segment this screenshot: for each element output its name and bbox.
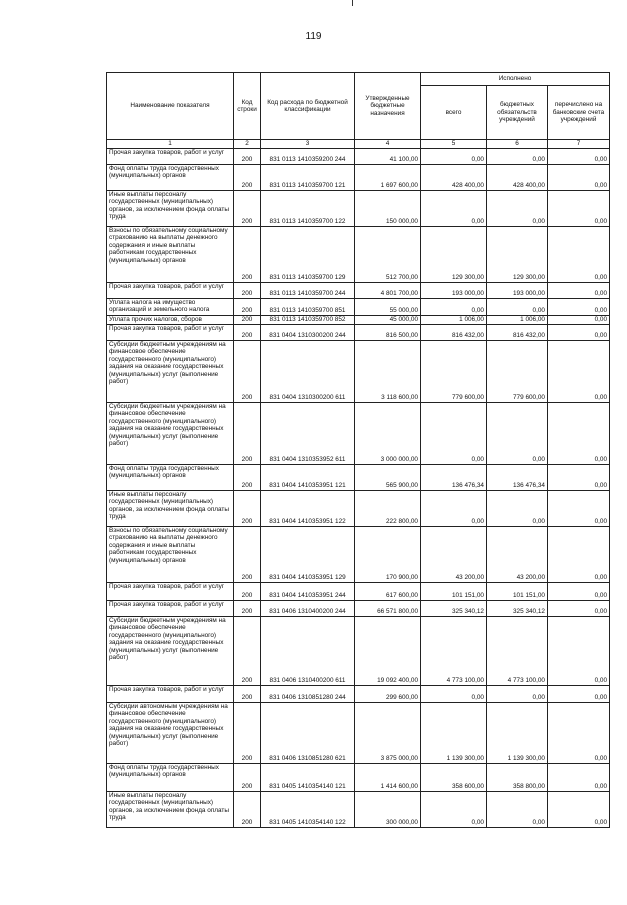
table-row: [107, 685, 610, 702]
bank-transfers-cell: 0,00: [548, 282, 610, 298]
bank-transfers-cell: 0,00: [548, 148, 610, 164]
executed-total-cell: 358 600,00: [421, 763, 487, 791]
budget-obligations-cell: 43 200,00: [487, 526, 548, 582]
indicator-name-cell: Субсидии бюджетным учреждениям на финансовое обеспечение государственного (муниципального) задания на оказание государственных (муниципальных) услуг (выполнение работ): [107, 340, 234, 402]
executed-total-cell: 0,00: [421, 402, 487, 464]
approved-amount-cell: 222 800,00: [355, 490, 421, 526]
line-code-cell: 200: [234, 600, 261, 616]
approved-amount-cell: 66 571 800,00: [355, 600, 421, 616]
bank-transfers-cell: 0,00: [548, 340, 610, 402]
expense-code-cell: 831 0113 1410359700 121: [261, 164, 355, 190]
budget-obligations-cell: 0,00: [487, 190, 548, 226]
indicator-name-cell: Прочая закупка товаров, работ и услуг: [107, 600, 234, 616]
indicator-name-cell: Прочая закупка товаров, работ и услуг: [107, 282, 234, 298]
page-edge-mark: [352, 0, 353, 6]
budget-obligations-cell: 358 800,00: [487, 763, 548, 791]
bank-transfers-cell: 0,00: [548, 616, 610, 685]
bank-transfers-cell: 0,00: [548, 702, 610, 763]
expense-code-cell: 831 0406 1310851280 621: [261, 702, 355, 763]
line-code-cell: 200: [234, 226, 261, 282]
indicator-name-cell: Прочая закупка товаров, работ и услуг: [107, 582, 234, 600]
budget-obligations-cell: 779 600,00: [487, 340, 548, 402]
bank-transfers-cell: 0,00: [548, 600, 610, 616]
executed-total-cell: 1 139 300,00: [421, 702, 487, 763]
expense-code-cell: 831 0113 1410359700 851: [261, 298, 355, 315]
expense-code-cell: 831 0404 1410353951 244: [261, 582, 355, 600]
table-row: [107, 324, 610, 340]
column-number: 2: [234, 140, 261, 149]
bank-transfers-cell: 0,00: [548, 526, 610, 582]
expense-code-cell: 831 0113 1410359700 244: [261, 282, 355, 298]
indicator-name-cell: Иные выплаты персоналу государственных (муниципальных) органов, за исключением фонда оплаты труда: [107, 791, 234, 827]
budget-obligations-cell: 0,00: [487, 685, 548, 702]
line-code-cell: 200: [234, 190, 261, 226]
bank-transfers-cell: 0,00: [548, 190, 610, 226]
executed-total-cell: 779 600,00: [421, 340, 487, 402]
column-number: 7: [548, 140, 610, 149]
executed-total-cell: 136 476,34: [421, 464, 487, 490]
table-row: [107, 164, 610, 190]
bank-transfers-cell: 0,00: [548, 164, 610, 190]
indicator-name-cell: Иные выплаты персоналу государственных (муниципальных) органов, за исключением фонда оплаты труда: [107, 490, 234, 526]
approved-amount-cell: 4 801 700,00: [355, 282, 421, 298]
indicator-name-cell: Субсидии автономным учреждениям на финансовое обеспечение государственного (муниципального) задания на оказание государственных (муниципальных) услуг (выполнение работ): [107, 702, 234, 763]
budget-obligations-cell: 0,00: [487, 148, 548, 164]
expense-code-cell: 831 0404 1410353951 122: [261, 490, 355, 526]
header-bank-transfers: перечислено на банковские счета учреждений: [548, 86, 610, 140]
budget-obligations-cell: 4 773 100,00: [487, 616, 548, 685]
bank-transfers-cell: 0,00: [548, 685, 610, 702]
bank-transfers-cell: 0,00: [548, 298, 610, 315]
column-number: 1: [107, 140, 234, 149]
budget-obligations-cell: 1 006,00: [487, 315, 548, 324]
approved-amount-cell: 299 600,00: [355, 685, 421, 702]
line-code-cell: 200: [234, 298, 261, 315]
line-code-cell: 200: [234, 340, 261, 402]
table-row: [107, 582, 610, 600]
line-code-cell: 200: [234, 402, 261, 464]
budget-obligations-cell: 0,00: [487, 298, 548, 315]
line-code-cell: 200: [234, 464, 261, 490]
executed-total-cell: 4 773 100,00: [421, 616, 487, 685]
table-row: [107, 315, 610, 324]
expense-code-cell: 831 0404 1410353951 121: [261, 464, 355, 490]
budget-obligations-cell: 101 151,00: [487, 582, 548, 600]
bank-transfers-cell: 0,00: [548, 464, 610, 490]
executed-total-cell: 325 340,12: [421, 600, 487, 616]
approved-amount-cell: 41 100,00: [355, 148, 421, 164]
header-budget-obligations: бюджетных обязательств учреждений: [487, 86, 548, 140]
executed-total-cell: 0,00: [421, 791, 487, 827]
bank-transfers-cell: 0,00: [548, 324, 610, 340]
table-row: [107, 282, 610, 298]
line-code-cell: 200: [234, 526, 261, 582]
approved-amount-cell: 3 875 000,00: [355, 702, 421, 763]
table-row: [107, 791, 610, 827]
executed-total-cell: 428 400,00: [421, 164, 487, 190]
executed-total-cell: 43 200,00: [421, 526, 487, 582]
column-number: 3: [261, 140, 355, 149]
table-row: [107, 526, 610, 582]
approved-amount-cell: 816 500,00: [355, 324, 421, 340]
line-code-cell: 200: [234, 164, 261, 190]
indicator-name-cell: Прочая закупка товаров, работ и услуг: [107, 148, 234, 164]
header-line-code: Код строки: [234, 73, 261, 140]
budget-obligations-cell: 325 340,12: [487, 600, 548, 616]
expense-code-cell: 831 0405 1410354140 122: [261, 791, 355, 827]
executed-total-cell: 0,00: [421, 490, 487, 526]
column-number: 5: [421, 140, 487, 149]
expense-code-cell: 831 0113 1410359700 122: [261, 190, 355, 226]
indicator-name-cell: Взносы по обязательному социальному страхованию на выплаты денежного содержания и иные выплаты работникам государственных (муниципальных) органов: [107, 226, 234, 282]
approved-amount-cell: 617 600,00: [355, 582, 421, 600]
header-name: Наименование показателя: [107, 73, 234, 140]
expense-code-cell: 831 0406 1310851280 244: [261, 685, 355, 702]
indicator-name-cell: Уплата налога на имущество организаций и земельного налога: [107, 298, 234, 315]
indicator-name-cell: Субсидии бюджетным учреждениям на финансовое обеспечение государственного (муниципального) задания на оказание государственных (муниципальных) услуг (выполнение работ): [107, 616, 234, 685]
table-row: [107, 763, 610, 791]
table-row: [107, 298, 610, 315]
approved-amount-cell: 512 700,00: [355, 226, 421, 282]
header-expense-code: Код расхода по бюджетной классификации: [261, 73, 355, 140]
table-row: [107, 148, 610, 164]
indicator-name-cell: Субсидии бюджетным учреждениям на финансовое обеспечение государственного (муниципального) задания на оказание государственных (муниципальных) услуг (выполнение работ): [107, 402, 234, 464]
bank-transfers-cell: 0,00: [548, 315, 610, 324]
executed-total-cell: 129 300,00: [421, 226, 487, 282]
indicator-name-cell: Уплата прочих налогов, сборов: [107, 315, 234, 324]
indicator-name-cell: Прочая закупка товаров, работ и услуг: [107, 685, 234, 702]
expense-code-cell: 831 0113 1410359200 244: [261, 148, 355, 164]
line-code-cell: 200: [234, 490, 261, 526]
column-number-row: [107, 140, 610, 149]
budget-obligations-cell: 0,00: [487, 402, 548, 464]
line-code-cell: 200: [234, 582, 261, 600]
approved-amount-cell: 1 697 600,00: [355, 164, 421, 190]
executed-total-cell: 101 151,00: [421, 582, 487, 600]
budget-obligations-cell: 428 400,00: [487, 164, 548, 190]
budget-obligations-cell: 1 139 300,00: [487, 702, 548, 763]
table-row: [107, 402, 610, 464]
indicator-name-cell: Фонд оплаты труда государственных (муниципальных) органов: [107, 464, 234, 490]
budget-obligations-cell: 129 300,00: [487, 226, 548, 282]
approved-amount-cell: 3 000 000,00: [355, 402, 421, 464]
line-code-cell: 200: [234, 702, 261, 763]
budget-execution-table: [106, 72, 610, 828]
budget-obligations-cell: 136 476,34: [487, 464, 548, 490]
table-body: [107, 148, 610, 827]
table-row: [107, 464, 610, 490]
expense-code-cell: 831 0113 1410359700 852: [261, 315, 355, 324]
line-code-cell: 200: [234, 616, 261, 685]
approved-amount-cell: 150 000,00: [355, 190, 421, 226]
approved-amount-cell: 19 092 400,00: [355, 616, 421, 685]
budget-obligations-cell: 0,00: [487, 791, 548, 827]
approved-amount-cell: 45 000,00: [355, 315, 421, 324]
approved-amount-cell: 1 414 600,00: [355, 763, 421, 791]
executed-total-cell: 0,00: [421, 685, 487, 702]
line-code-cell: 200: [234, 685, 261, 702]
indicator-name-cell: Прочая закупка товаров, работ и услуг: [107, 324, 234, 340]
table-row: [107, 226, 610, 282]
expense-code-cell: 831 0404 1410353951 129: [261, 526, 355, 582]
indicator-name-cell: Фонд оплаты труда государственных (муниципальных) органов: [107, 164, 234, 190]
executed-total-cell: 0,00: [421, 148, 487, 164]
bank-transfers-cell: 0,00: [548, 490, 610, 526]
executed-total-cell: 0,00: [421, 298, 487, 315]
executed-total-cell: 0,00: [421, 190, 487, 226]
budget-obligations-cell: 816 432,00: [487, 324, 548, 340]
indicator-name-cell: Иные выплаты персоналу государственных (муниципальных) органов, за исключением фонда оплаты труда: [107, 190, 234, 226]
approved-amount-cell: 565 900,00: [355, 464, 421, 490]
approved-amount-cell: 300 000,00: [355, 791, 421, 827]
executed-total-cell: 193 000,00: [421, 282, 487, 298]
line-code-cell: 200: [234, 324, 261, 340]
expense-code-cell: 831 0405 1410354140 121: [261, 763, 355, 791]
budget-obligations-cell: 0,00: [487, 490, 548, 526]
approved-amount-cell: 3 118 600,00: [355, 340, 421, 402]
executed-total-cell: 1 006,00: [421, 315, 487, 324]
line-code-cell: 200: [234, 791, 261, 827]
indicator-name-cell: Взносы по обязательному социальному страхованию на выплаты денежного содержания и иные выплаты работникам государственных (муниципальных) органов: [107, 526, 234, 582]
header-total: всего: [421, 86, 487, 140]
table-row: [107, 190, 610, 226]
expense-code-cell: 831 0404 1310300200 244: [261, 324, 355, 340]
executed-total-cell: 816 432,00: [421, 324, 487, 340]
page-number: 119: [305, 31, 322, 42]
table-row: [107, 600, 610, 616]
bank-transfers-cell: 0,00: [548, 402, 610, 464]
column-number: 6: [487, 140, 548, 149]
bank-transfers-cell: 0,00: [548, 763, 610, 791]
approved-amount-cell: 170 900,00: [355, 526, 421, 582]
bank-transfers-cell: 0,00: [548, 226, 610, 282]
expense-code-cell: 831 0406 1310400200 611: [261, 616, 355, 685]
line-code-cell: 200: [234, 315, 261, 324]
bank-transfers-cell: 0,00: [548, 582, 610, 600]
budget-obligations-cell: 193 000,00: [487, 282, 548, 298]
expense-code-cell: 831 0404 1310300200 611: [261, 340, 355, 402]
approved-amount-cell: 55 000,00: [355, 298, 421, 315]
header-approved: Утвержденные бюджетные назначения: [355, 73, 421, 140]
table-row: [107, 340, 610, 402]
bank-transfers-cell: 0,00: [548, 791, 610, 827]
column-number: 4: [355, 140, 421, 149]
table-row: [107, 702, 610, 763]
indicator-name-cell: Фонд оплаты труда государственных (муниципальных) органов: [107, 763, 234, 791]
line-code-cell: 200: [234, 763, 261, 791]
line-code-cell: 200: [234, 148, 261, 164]
line-code-cell: 200: [234, 282, 261, 298]
table-row: [107, 616, 610, 685]
header-executed: Исполнено: [421, 73, 610, 86]
expense-code-cell: 831 0404 1310353952 611: [261, 402, 355, 464]
expense-code-cell: 831 0113 1410359700 129: [261, 226, 355, 282]
expense-code-cell: 831 0406 1310400200 244: [261, 600, 355, 616]
table-row: [107, 490, 610, 526]
